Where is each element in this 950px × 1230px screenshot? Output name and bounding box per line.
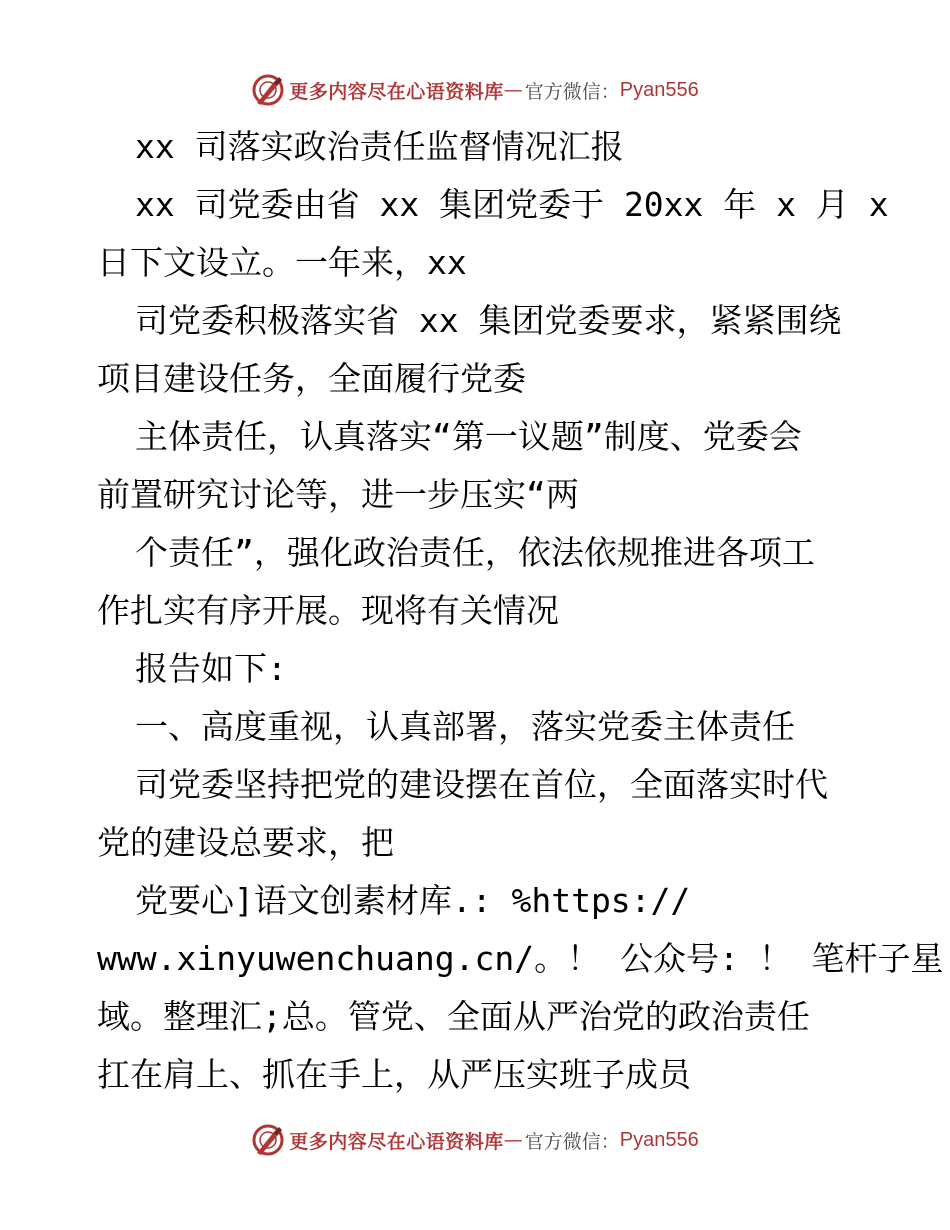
text-line: 扛在肩上、抓在手上，从严压实班子成员	[97, 1055, 691, 1094]
text-line: 党要心]语文创素材库.: %https://	[135, 881, 691, 920]
document-body	[97, 118, 944, 1104]
watermark-banner-top	[0, 70, 950, 110]
watermark-wechat-label: 官方微信：	[524, 80, 620, 103]
text-line: 党的建设总要求，把	[97, 823, 394, 862]
text-line: 司党委积极落实省 xx 集团党委要求，紧紧围绕	[135, 301, 842, 340]
watermark-wechat-label: 官方微信：	[524, 1130, 620, 1153]
text-line: 司党委坚持把党的建设摆在首位，全面落实时代	[135, 765, 828, 804]
watermark-text: 更多内容尽在心语资料库	[289, 1130, 504, 1153]
text-line: xx 司党委由省 xx 集团党委于 20xx 年 x 月 x	[135, 185, 889, 224]
pen-logo-icon	[251, 1123, 285, 1157]
watermark-dash: —	[503, 1129, 523, 1151]
pen-logo-icon	[251, 73, 285, 107]
document-title: xx 司落实政治责任监督情况汇报	[135, 127, 624, 166]
text-line: 前置研究讨论等，进一步压实“两	[97, 475, 579, 514]
text-line: 日下文设立。一年来，xx	[97, 243, 467, 282]
text-line: 报告如下:	[135, 649, 287, 688]
watermark-wechat-id: Pyan556	[619, 1128, 699, 1151]
watermark-text: 更多内容尽在心语资料库	[289, 80, 504, 103]
text-line: 作扎实有序开展。现将有关情况	[97, 591, 559, 630]
watermark-banner-bottom	[0, 1120, 950, 1160]
section-heading: 一、高度重视，认真部署，落实党委主体责任	[135, 707, 795, 746]
text-line: 项目建设任务，全面履行党委	[97, 359, 526, 398]
text-line: 主体责任，认真落实“第一议题”制度、党委会	[135, 417, 802, 456]
text-line: 个责任”，强化政治责任，依法依规推进各项工	[135, 533, 815, 572]
text-line: www.xinyuwenchuang.cn/。！ 公众号: ！ 笔杆子星	[97, 939, 944, 978]
watermark-wechat-id: Pyan556	[619, 78, 699, 101]
watermark-dash: —	[503, 79, 523, 101]
text-line: 域。整理汇;总。管党、全面从严治党的政治责任	[97, 997, 810, 1036]
